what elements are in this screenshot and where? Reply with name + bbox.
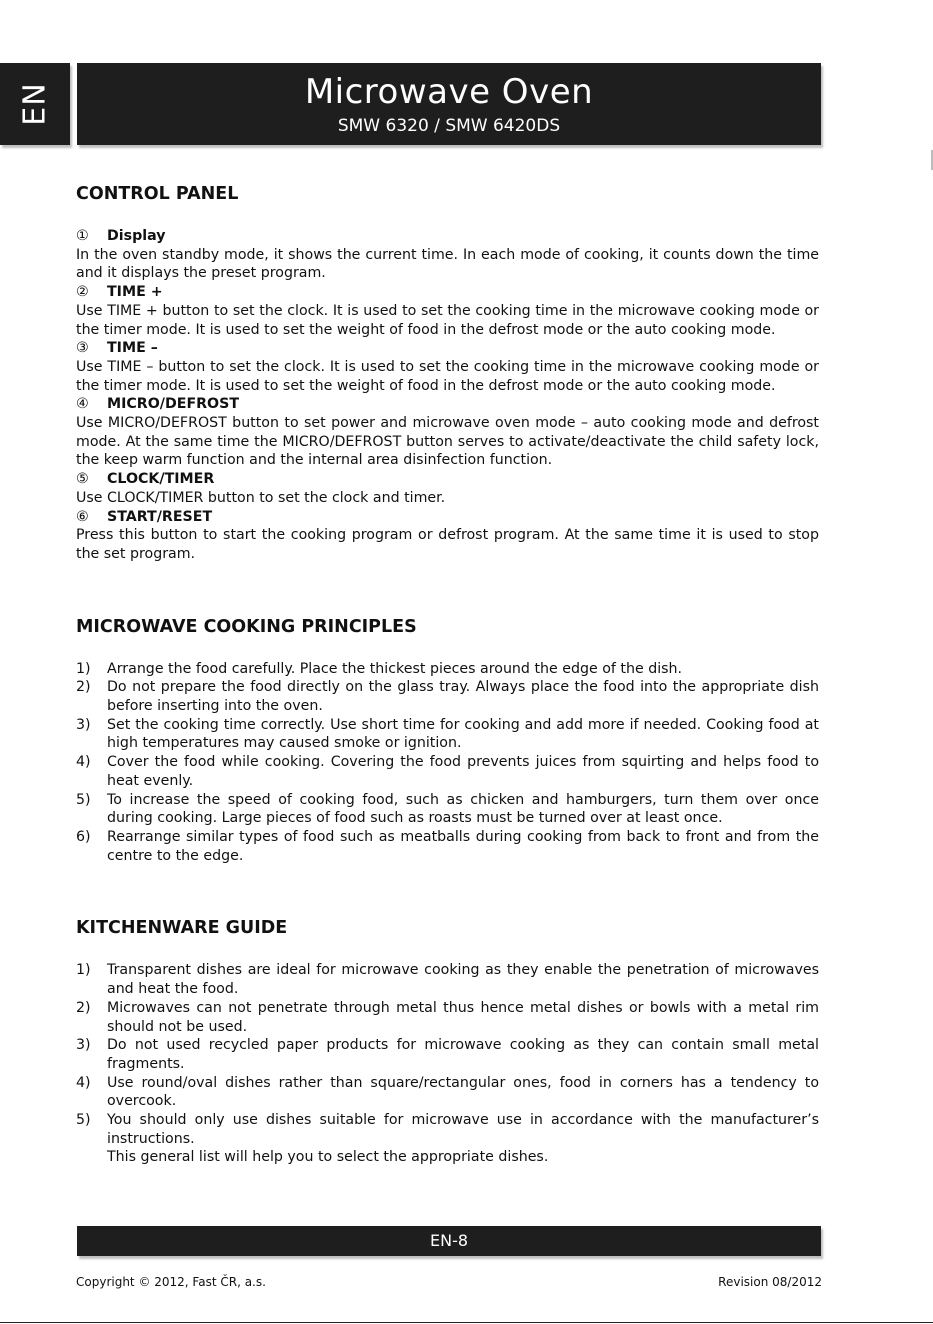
list-text: You should only use dishes suitable for microwave use in accordance with the manufacturer’s instructions. xyxy=(107,1112,819,1147)
item-description: Use CLOCK/TIMER button to set the clock and timer. xyxy=(76,489,446,506)
list-item xyxy=(76,961,819,998)
control-panel-item-head xyxy=(76,395,819,414)
list-text: Rearrange similar types of food such as meatballs during cooking from back to front and from the centre to the edge. xyxy=(107,828,819,864)
list-item xyxy=(76,753,819,790)
item-description: Use TIME + button to set the clock. It is used to set the cooking time in the microwave cooking mode or the timer mode. It is used to set the weight of food in the defrost mode or the auto cooking mode. xyxy=(76,302,819,338)
list-text: Microwaves can not penetrate through metal thus hence metal dishes or bowls with a metal rim should not be used. xyxy=(107,999,819,1035)
item-description: Use TIME – button to set the clock. It is used to set the cooking time in the microwave cooking mode or the timer mode. It is used to set the weight of food in the defrost mode or the auto cooking mode. xyxy=(76,358,819,394)
list-text: To increase the speed of cooking food, such as chicken and hamburgers, turn them over once during cooking. Large pieces of food such as roasts must be turned over at least once. xyxy=(107,791,819,827)
list-number: 1) xyxy=(76,962,91,979)
list-number: 1) xyxy=(76,660,91,677)
page-content xyxy=(76,183,819,1167)
principles-list xyxy=(76,660,819,866)
principles-section xyxy=(76,616,819,866)
list-item xyxy=(76,999,819,1036)
item-number: ② xyxy=(76,284,89,301)
list-item xyxy=(76,828,819,865)
language-label: EN xyxy=(17,82,53,126)
item-description: Press this button to start the cooking program or defrost program. At the same time it is used to stop the set program. xyxy=(76,527,819,562)
item-description: In the oven standby mode, it shows the current time. In each mode of cooking, it counts down the time and it displays the preset program. xyxy=(76,246,819,282)
list-text: Transparent dishes are ideal for microwave cooking as they enable the penetration of microwaves and heat the food. xyxy=(107,962,819,998)
kitchenware-list xyxy=(76,961,819,1148)
list-number: 6) xyxy=(76,828,91,845)
control-panel-item xyxy=(76,283,819,339)
kitchenware-heading: KITCHENWARE GUIDE xyxy=(76,918,288,939)
list-item xyxy=(76,1074,819,1111)
list-item xyxy=(76,678,819,715)
item-label: MICRO/DEFROST xyxy=(107,396,240,413)
list-text: Do not prepare the food directly on the glass tray. Always place the food into the appropriate dish before inserting into the oven. xyxy=(107,679,819,715)
kitchenware-section xyxy=(76,917,819,1167)
kitchenware-note: This general list will help you to select the appropriate dishes. xyxy=(107,1149,549,1166)
control-panel-item-head xyxy=(76,508,819,527)
control-panel-item-head xyxy=(76,470,819,489)
control-panel-item xyxy=(76,470,819,507)
list-number: 5) xyxy=(76,791,91,808)
model-numbers: SMW 6320 / SMW 6420DS xyxy=(337,116,561,136)
principles-heading: MICROWAVE COOKING PRINCIPLES xyxy=(76,616,417,637)
item-label: CLOCK/TIMER xyxy=(107,471,215,488)
list-number: 3) xyxy=(76,1037,91,1054)
control-panel-item-head xyxy=(76,339,819,358)
list-number: 3) xyxy=(76,716,91,733)
item-description: Use MICRO/DEFROST button to set power and microwave oven mode – auto cooking mode and defrost mode. At the same time the MICRO/DEFROST button serves to activate/deactivate the child safety lock, the keep warm function and the internal area disinfection function. xyxy=(76,415,819,469)
list-text: Cover the food while cooking. Covering the food prevents juices from squirting and helps food to heat evenly. xyxy=(107,754,819,789)
control-panel-item xyxy=(76,395,819,470)
item-number: ① xyxy=(76,228,89,244)
item-label: TIME + xyxy=(107,284,163,301)
list-item xyxy=(76,791,819,828)
list-number: 2) xyxy=(76,999,91,1016)
list-number: 4) xyxy=(76,1074,91,1091)
control-panel-item-head xyxy=(76,283,819,302)
list-text: Do not used recycled paper products for microwave cooking as they can contain small metal fragments. xyxy=(107,1037,819,1072)
item-number: ⑤ xyxy=(76,471,89,488)
list-item xyxy=(76,716,819,753)
document-title: Microwave Oven xyxy=(304,72,594,112)
page-header xyxy=(77,63,821,145)
item-label: TIME – xyxy=(107,340,158,357)
bottom-rule xyxy=(0,1322,933,1323)
list-item xyxy=(76,1036,819,1073)
control-panel-item-head xyxy=(76,227,819,246)
control-panel-heading: CONTROL PANEL xyxy=(76,184,239,204)
item-number: ④ xyxy=(76,396,89,413)
list-item xyxy=(76,1111,819,1148)
item-label: START/RESET xyxy=(107,508,213,525)
page-number-bar xyxy=(77,1226,821,1256)
page-number: EN-8 xyxy=(429,1231,469,1250)
list-text: Use round/oval dishes rather than square/rectangular ones, food in corners has a tendency to overcook. xyxy=(107,1074,819,1110)
list-number: 4) xyxy=(76,754,91,771)
language-tab xyxy=(0,63,70,145)
item-number: ③ xyxy=(76,340,89,357)
list-item xyxy=(76,660,819,679)
control-panel-item xyxy=(76,339,819,395)
list-text: Arrange the food carefully. Place the thickest pieces around the edge of the dish. xyxy=(107,660,683,677)
item-label: Display xyxy=(107,228,166,244)
control-panel-item xyxy=(76,227,819,283)
control-panel-item xyxy=(76,508,819,564)
list-text: Set the cooking time correctly. Use short time for cooking and add more if needed. Cooking food at high temperatures may caused smoke or ignition. xyxy=(107,716,819,752)
copyright-text: Copyright © 2012, Fast ČR, a.s. xyxy=(76,1275,266,1289)
list-number: 5) xyxy=(76,1112,91,1129)
revision-text: Revision 08/2012 xyxy=(718,1275,822,1289)
control-panel-section xyxy=(76,183,819,564)
list-number: 2) xyxy=(76,679,91,696)
item-number: ⑥ xyxy=(76,508,89,525)
